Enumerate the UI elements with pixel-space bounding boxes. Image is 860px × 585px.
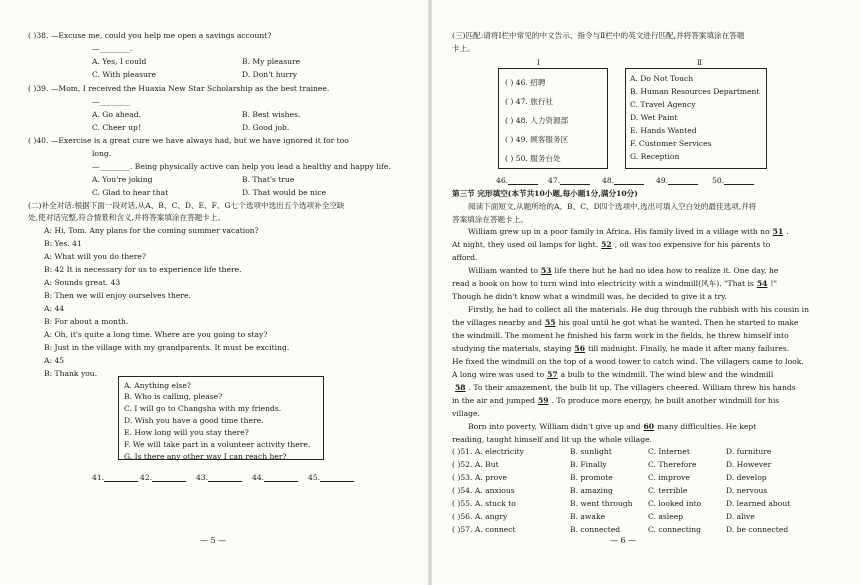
blank-53: 53 [540, 266, 552, 275]
option-item: G. Is there any other way I can reach her? [124, 452, 287, 461]
choice-option: C. connecting [648, 525, 701, 534]
passage-line: He fixed the windmill on the top of a wood tower to catch wind. The villagers came to look. [452, 357, 804, 366]
dialogue-line: A: What will you do there? [44, 252, 146, 261]
passage-line: Born into poverty, William didn't give up and 60 many difficulties. He kept [468, 422, 757, 431]
q40-option-a: A. You're joking [92, 175, 153, 184]
q40-reply: —________. Being physically active can help you lead a healthy and happy life. [92, 162, 391, 171]
choice-option: D. learned about [726, 499, 791, 508]
blank-60: 60 [643, 422, 655, 431]
blank-56: 56 [574, 344, 585, 353]
match-answer-50: 50. [712, 176, 754, 185]
choice-option: B. went through [570, 499, 633, 508]
match-item: ( ) 50. 服务台处 [505, 154, 561, 163]
passage-line: afford. [452, 253, 478, 262]
match-answer-48: 48. [602, 176, 644, 185]
choice-option: C. terrible [648, 486, 688, 495]
blank-52: 52 [601, 240, 612, 249]
choice-option: ( )57. A. connect [452, 525, 516, 534]
choice-option: C. improve [648, 473, 690, 482]
q38-option-c: C. With pleasure [92, 70, 157, 79]
dialogue-line: A: 45 [44, 356, 65, 365]
section2-heading-cont: 处,使对话完整,符合情景和含义,并将答案填涂在答题卡上。 [28, 213, 226, 222]
option-item: A. Anything else? [124, 381, 191, 390]
passage-line: William wanted to 53 life there but he had no idea how to realize it. One day, he [468, 266, 779, 275]
passage-line: the villages nearby and 55 his goal until he got what he wanted. Then he started to make [452, 318, 799, 327]
q40-stem-cont: long. [92, 149, 112, 158]
choice-option: C. asleep [648, 512, 684, 521]
passage-line: A long wire was used to 57 a bulb to the windmill. The wind blew and the windmill [452, 370, 774, 379]
q40-option-d: D. That would be nice [242, 188, 327, 197]
blank-55: 55 [545, 318, 556, 327]
dialogue-line: B: Then we will enjoy ourselves there. [44, 291, 191, 300]
match-item: ( ) 49. 顾客服务区 [505, 135, 569, 144]
cloze-section-title: 第三节 完形填空(本节共10小题,每小题1分,满分10分) [452, 189, 638, 198]
dialogue-line: B: Just in the village with my grandparents. It must be exciting. [44, 343, 290, 352]
answer-45: 45. [308, 473, 354, 482]
section3-heading-cont: 卡上。 [452, 44, 475, 53]
passage-line: reading, taught himself and lit up the whole village. [452, 435, 652, 444]
match-item: ( ) 46. 招聘 [505, 78, 546, 87]
dialogue-line: A: Oh, it's quite a long time. Where are you going to stay? [44, 330, 268, 339]
option-item: F. We will take part in a volunteer activity there. [124, 440, 311, 449]
match-option: A. Do Not Touch [630, 74, 694, 83]
choice-option: ( )52. A. But [452, 460, 499, 469]
q40-option-c: C. Glad to hear that [92, 188, 169, 197]
answer-41: 41. [92, 473, 138, 482]
blank-51: 51 [772, 227, 784, 236]
choice-option: D. nervous [726, 486, 768, 495]
blank-58: 58 [455, 383, 466, 392]
passage-line: William grew up in a poor family in Africa. His family lived in a village with no 51 . [468, 227, 789, 236]
choice-option: ( )56. A. angry [452, 512, 508, 521]
match-option: E. Hands Wanted [630, 126, 697, 135]
choice-option: B. connected [570, 525, 621, 534]
choice-option: ( )55. A. stuck to [452, 499, 516, 508]
section3-heading: (三)匹配:请将Ⅰ栏中常见的中文告示、指令与Ⅱ栏中的英文进行匹配,并将答案填涂在答题 [452, 31, 745, 40]
cloze-instruction-cont: 答案填涂在答题卡上。 [452, 215, 528, 224]
choice-option: D. However [726, 460, 772, 469]
dialogue-line: B: Thank you. [44, 369, 98, 378]
q39-reply: —________ [92, 97, 130, 106]
column-header-1: Ⅰ [537, 58, 540, 67]
choice-option: C. Internet [648, 447, 690, 456]
match-option: C. Travel Agency [630, 100, 696, 109]
passage-line: village. [452, 409, 480, 418]
choice-option: C. looked into [648, 499, 702, 508]
choice-option: ( )51. A. electricity [452, 447, 524, 456]
passage-line: the windmill. The moment he finished his farm work in the fields, he threw himself into [452, 331, 789, 340]
dialogue-line: B: 42 It is necessary for us to experience life there. [44, 265, 242, 274]
answer-42: 42. [140, 473, 186, 482]
q40-option-b: B. That's true [242, 175, 295, 184]
q38-reply: —________. [92, 44, 133, 53]
choice-option: B. sunlight [570, 447, 612, 456]
dialogue-line: B: For about a month. [44, 317, 129, 326]
q39-option-c: C. Cheer up! [92, 123, 141, 132]
answer-44: 44. [252, 473, 298, 482]
choice-option: ( )54. A. anxious [452, 486, 515, 495]
choice-option: B. awake [570, 512, 606, 521]
passage-line: studying the materials, staying 56 till midnight. Finally, he made it after many failures. [452, 344, 790, 353]
q38-option-a: A. Yes, I could [92, 57, 147, 66]
answer-43: 43. [196, 473, 242, 482]
blank-57: 57 [547, 370, 558, 379]
option-item: B. Who is calling, please? [124, 392, 223, 401]
q38-stem: ( )38. —Excuse me, could you help me open a savings account? [28, 31, 272, 40]
choice-option: B. Finally [570, 460, 607, 469]
match-answer-49: 49. [656, 176, 698, 185]
dialogue-line: A: Hi, Tom. Any plans for the coming summer vacation? [44, 226, 259, 235]
passage-line: At night, they used oil lamps for light. 52 , oil was too expensive for his parents to [452, 240, 771, 249]
option-item: D. Wish you have a good time there. [124, 416, 264, 425]
column-header-2: Ⅱ [697, 58, 703, 67]
option-item: E. How long will you stay there? [124, 428, 249, 437]
option-item: C. I will go to Changsha with my friends. [124, 404, 282, 413]
choice-option: C. Therefore [648, 460, 697, 469]
q39-stem: ( )39. —Mom, I received the Huaxia New Star Scholarship as the best trainee. [28, 84, 330, 93]
page-number: — 6 — [610, 536, 637, 545]
blank-54: 54 [756, 279, 768, 288]
q38-option-d: D. Don't hurry [242, 70, 298, 79]
dialogue-line: A: 44 [44, 304, 65, 313]
q39-option-b: B. Best wishes. [242, 110, 301, 119]
choice-option: D. develop [726, 473, 767, 482]
passage-line: read a book on how to turn wind into electricity with a windmill(风车). "That is 54 !" [452, 279, 777, 288]
choice-option: B. promote [570, 473, 613, 482]
match-option: F. Customer Services [630, 139, 712, 148]
cloze-instruction: 阅读下面短文,从题所给的A、B、C、D四个选项中,选出可填入空白处的最佳选项,并将 [468, 202, 757, 211]
q39-option-d: D. Good job. [242, 123, 290, 132]
dialogue-line: A: Sounds great. 43 [44, 278, 121, 287]
dialogue-line: B: Yes. 41 [44, 239, 82, 248]
blank-59: 59 [537, 396, 549, 405]
q40-stem: ( )40. —Exercise is a great cure we have always had, but we have ignored it for too [28, 136, 349, 145]
match-item: ( ) 48. 人力资源部 [505, 116, 569, 125]
match-option: B. Human Resources Department [630, 87, 760, 96]
q38-option-b: B. My pleasure [242, 57, 301, 66]
right-page [430, 0, 860, 585]
page-number: — 5 — [200, 536, 227, 545]
match-item: ( ) 47. 旅行社 [505, 97, 554, 106]
passage-line: 58 . To their amazement, the bulb lit up. The villagers cheered. William threw his hands [452, 383, 796, 392]
match-answer-47: 47. [548, 176, 590, 185]
choice-option: D. be connected [726, 525, 789, 534]
passage-line: in the air and jumped 59 . To produce more energy, he built another windmill for his [452, 396, 780, 405]
choice-option: ( )53. A. prove [452, 473, 507, 482]
section2-heading: (二)补全对话:根据下面一段对话,从A、B、C、D、E、F、G七个选项中选出五个选项补全空缺 [28, 201, 345, 210]
q39-option-a: A. Go ahead. [92, 110, 142, 119]
match-option: D. Wet Paint [630, 113, 678, 122]
match-option: G. Reception [630, 152, 680, 161]
choice-option: D. furniture [726, 447, 772, 456]
choice-option: D. alive [726, 512, 755, 521]
passage-line: Though he didn't know what a windmill was, he decided to give it a try. [452, 292, 727, 301]
match-answer-46: 46. [496, 176, 538, 185]
passage-line: Firstly, he had to collect all the materials. He dug through the rubbish with his cousin in [468, 305, 809, 314]
choice-option: B. amazing [570, 486, 613, 495]
